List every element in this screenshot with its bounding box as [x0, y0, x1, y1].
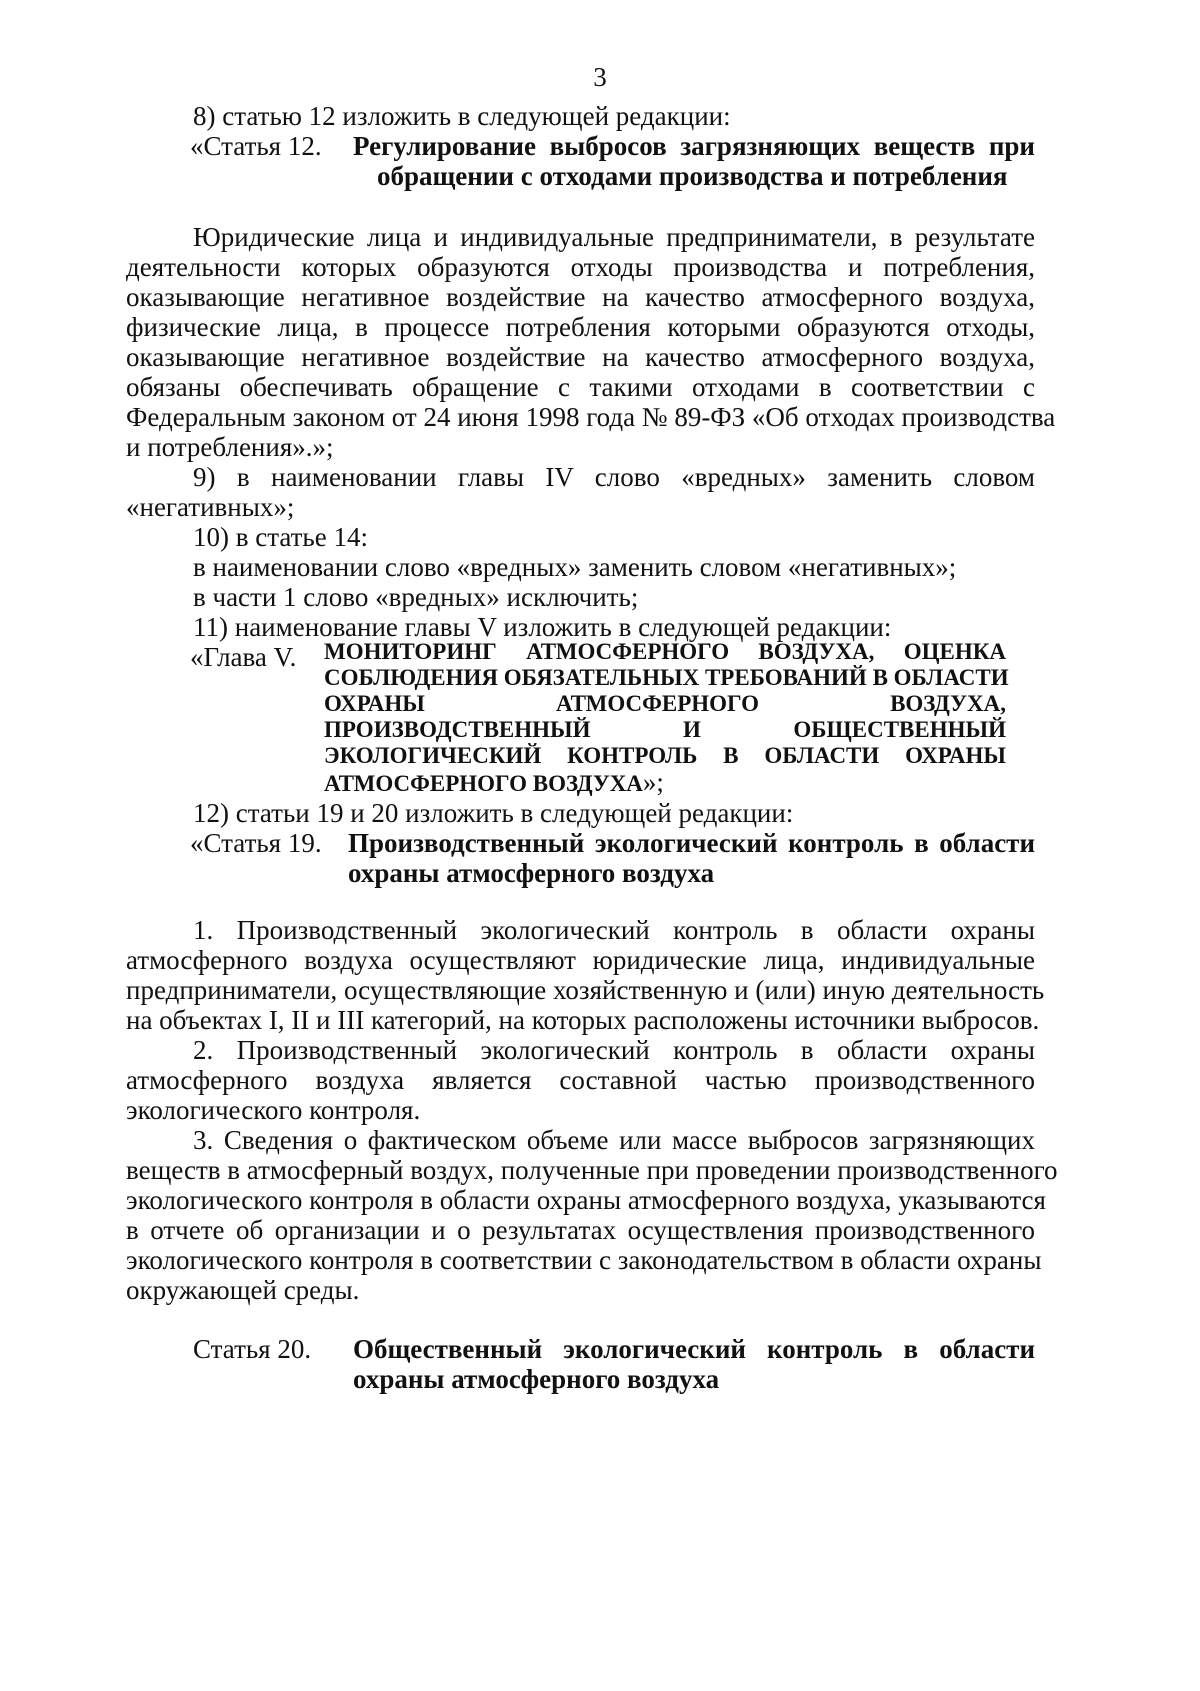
article-19-prefix: «Статья 19.: [190, 828, 322, 858]
article-12-body-line: оказывающие негативное воздействие на качество атмосферного воздуха,: [126, 282, 1035, 312]
chapter-5-title-line: МОНИТОРИНГ АТМОСФЕРНОГО ВОЗДУХА, ОЦЕНКА: [324, 639, 1006, 664]
article-19-title-line-2: охраны атмосферного воздуха: [348, 858, 715, 888]
article-19-p1-line: 1. Производственный экологический контроль в области охраны: [193, 915, 1035, 945]
chapter-5-title-line: ЭКОЛОГИЧЕСКИЙ КОНТРОЛЬ В ОБЛАСТИ ОХРАНЫ: [324, 743, 1006, 768]
chapter-5-title-line: ОХРАНЫ АТМОСФЕРНОГО ВОЗДУХА,: [324, 691, 1006, 716]
article-19-p2-line: экологического контроля.: [126, 1095, 421, 1125]
article-19-p3-line: 3. Сведения о фактическом объеме или массе выбросов загрязняющих: [193, 1125, 1035, 1155]
chapter-5-title-line: СОБЛЮДЕНИЯ ОБЯЗАТЕЛЬНЫХ ТРЕБОВАНИЙ В ОБЛАСТИ: [324, 665, 1009, 690]
article-20-title-line-1: Общественный экологический контроль в области: [353, 1334, 1035, 1364]
article-19-p3-line: экологического контроля в соответствии с законодательством в области охраны: [126, 1245, 1042, 1275]
item-8-intro: 8) статью 12 изложить в следующей редакции:: [193, 101, 731, 131]
article-12-body-line: Юридические лица и индивидуальные предприниматели, в результате: [193, 222, 1035, 252]
chapter-5-title-last-bold: АТМОСФЕРНОГО ВОЗДУХА: [324, 771, 643, 796]
item-11-intro: 11) наименование главы V изложить в следующей редакции:: [193, 612, 892, 642]
article-19-p1-line: предприниматели, осуществляющие хозяйственную и (или) иную деятельность: [126, 975, 1045, 1005]
article-12-body-line: физические лица, в процессе потребления которыми образуются отходы,: [126, 312, 1035, 342]
article-12-body-line: оказывающие негативное воздействие на качество атмосферного воздуха,: [126, 342, 1035, 372]
article-19-p3-line: в отчете об организации и о результатах осуществления производственного: [126, 1215, 1035, 1245]
item-12-intro: 12) статьи 19 и 20 изложить в следующей редакции:: [193, 798, 794, 828]
article-12-title-line-2: обращении с отходами производства и потребления: [377, 161, 1008, 191]
article-19-p1-line: атмосферного воздуха осуществляют юридические лица, индивидуальные: [126, 945, 1035, 975]
page-number: 3: [593, 62, 607, 92]
article-19-p1-line: на объектах I, II и III категорий, на которых расположены источники выбросов.: [126, 1005, 1040, 1035]
article-19-p3-line: экологического контроля в области охраны атмосферного воздуха, указываются: [126, 1185, 1046, 1215]
chapter-5-title-last-line: [324, 767, 664, 799]
item-9-line-1: 9) в наименовании главы IV слово «вредных» заменить словом: [193, 462, 1035, 492]
article-19-p3-line: веществ в атмосферный воздух, полученные при проведении производственного: [126, 1155, 1058, 1185]
article-12-title-line-1: Регулирование выбросов загрязняющих веществ при: [353, 131, 1035, 161]
item-10-line-2: в наименовании слово «вредных» заменить словом «негативных»;: [193, 552, 957, 582]
article-19-p3-line: окружающей среды.: [126, 1275, 360, 1305]
chapter-5-title-last-tail: »;: [642, 767, 664, 797]
article-20-prefix: Статья 20.: [193, 1334, 312, 1364]
article-19-title-line-1: Производственный экологический контроль в области: [348, 828, 1035, 858]
article-12-body-line: Федеральным законом от 24 июня 1998 года № 89-ФЗ «Об отходах производства: [126, 402, 1056, 432]
item-10-line-1: 10) в статье 14:: [193, 522, 368, 552]
article-12-prefix: «Статья 12.: [190, 131, 322, 161]
article-12-body-line: обязаны обеспечивать обращение с такими отходами в соответствии с: [126, 372, 1035, 402]
article-19-p2-line: 2. Производственный экологический контроль в области охраны: [193, 1035, 1035, 1065]
item-10-line-3: в части 1 слово «вредных» исключить;: [193, 582, 639, 612]
item-9-line-2: «негативных»;: [126, 492, 295, 522]
chapter-5-title-line: ПРОИЗВОДСТВЕННЫЙ И ОБЩЕСТВЕННЫЙ: [324, 717, 1006, 742]
article-19-p2-line: атмосферного воздуха является составной частью производственного: [126, 1065, 1035, 1095]
article-20-title-line-2: охраны атмосферного воздуха: [353, 1364, 720, 1394]
article-12-body-line: деятельности которых образуются отходы производства и потребления,: [126, 252, 1035, 282]
chapter-5-prefix: «Глава V.: [190, 642, 297, 672]
article-12-body-line: и потребления».»;: [126, 432, 334, 462]
